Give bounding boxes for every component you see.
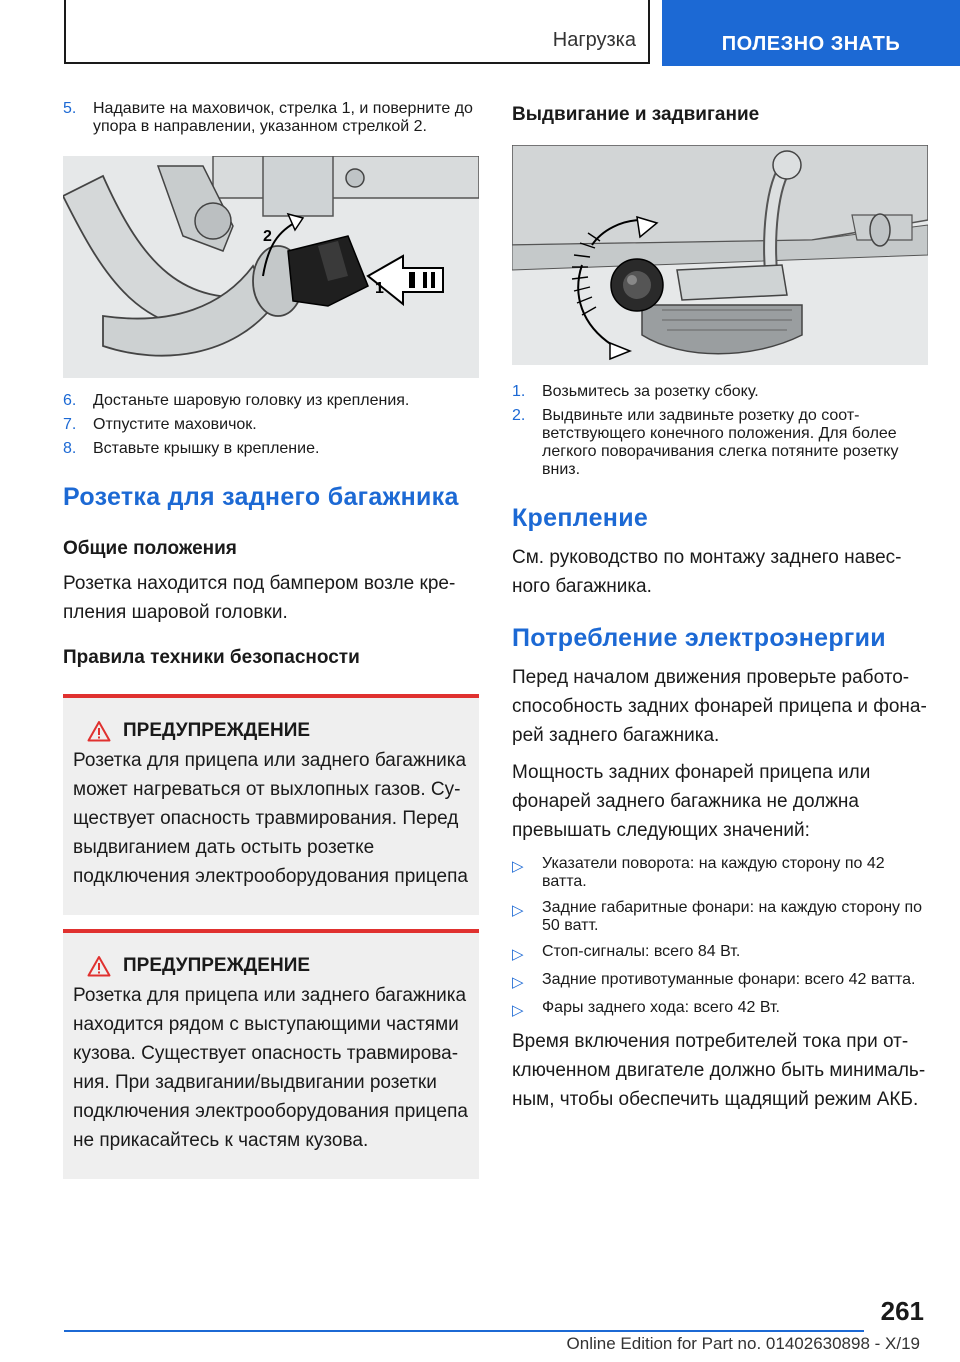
general-info-title: Общие положения (63, 538, 237, 559)
step-number: 7. (63, 416, 77, 433)
list-item (512, 999, 928, 1019)
triangle-bullet-icon: ▷ (512, 974, 524, 991)
mounting-text: См. руководство по монтажу заднего навесного багажника. (512, 547, 902, 597)
right-column (512, 100, 928, 1114)
step-8 (63, 440, 479, 458)
tow-ball-illustration (63, 156, 479, 378)
triangle-bullet-icon: ▷ (512, 946, 524, 963)
figure-tow-ball-cap (63, 156, 479, 378)
warning-text: Розетка для прицепа или заднего багажника находится рядом с выступающими частями кузова. Существует опасность травмирования. При задвигании/выдвигании розетки подключения электрооборудования прицепа не прикасайтесь к частям кузова. (73, 985, 468, 1151)
footer-divider (64, 1330, 864, 1332)
list-item-text: Стоп-сигналы: всего 84 Вт. (542, 943, 741, 960)
step-text: Вставьте крышку в крепление. (93, 440, 320, 457)
step-number: 1. (512, 383, 526, 400)
step-2 (512, 407, 928, 479)
header-section-box (64, 0, 650, 64)
general-info-text: Розетка находится под бампером возле крепления шаровой головки. (63, 573, 456, 623)
warning-header (73, 720, 469, 742)
warning-text: Розетка для прицепа или заднего багажника может нагреваться от выхлопных газов. Существует опасность травмирования. Перед выдвиганием дать остыть розетке подключения электрооборудования прицепа (73, 750, 468, 887)
triangle-bullet-icon: ▷ (512, 1002, 524, 1019)
step-text: Отпустите маховичок. (93, 416, 257, 433)
step-5 (63, 100, 479, 136)
triangle-bullet-icon: ▷ (512, 902, 524, 919)
power-limits-list (512, 855, 928, 1019)
list-item (512, 855, 928, 891)
page-number: 261 (880, 1296, 924, 1326)
section-title-mounting: Крепление (512, 504, 649, 532)
list-item-text: Фары заднего хода: всего 42 Вт. (542, 999, 780, 1016)
power-text-limits: Мощность задних фонарей прицепа или фонарей заднего багажника не должна превышать следующих значений: (512, 762, 871, 841)
step-number: 8. (63, 440, 77, 457)
step-text: Надавите на маховичок, стрелка 1, и поверните до упора в направлении, указанном стрелкой 2. (93, 100, 473, 135)
step-7 (63, 416, 479, 434)
warning-header (73, 955, 469, 977)
power-text-battery: Время включения потребителей тока при отключенном двигателе должно быть минимальным, чтобы обеспечить щадящий режим АКБ. (512, 1031, 926, 1110)
socket-extend-illustration (512, 145, 928, 365)
list-item (512, 971, 928, 991)
step-1 (512, 383, 928, 401)
figure-socket-extend (512, 145, 928, 365)
step-6 (63, 392, 479, 410)
figure-label-1: 1 (375, 280, 384, 297)
figure-label-2: 2 (263, 228, 272, 245)
list-item-text: Указатели поворота: на каждую сторону по 42 ватта. (542, 855, 885, 890)
warning-triangle-icon (87, 955, 111, 977)
header-section-title: Нагрузка (552, 29, 636, 51)
warning-triangle-icon (87, 720, 111, 742)
warning-title: ПРЕДУПРЕЖДЕНИЕ (123, 955, 311, 976)
triangle-bullet-icon: ▷ (512, 858, 524, 875)
list-item (512, 899, 928, 935)
footer-edition: Online Edition for Part no. 01402630898 - X/19 (566, 1334, 920, 1353)
left-column (63, 100, 479, 1179)
step-number: 2. (512, 407, 526, 424)
list-item-text: Задние габаритные фонари: на каждую сторону по 50 ватт. (542, 899, 923, 934)
warning-box-body-parts (63, 929, 479, 1179)
power-text-check: Перед началом движения проверьте работоспособность задних фонарей прицепа и фонарей заднего багажника. (512, 667, 927, 746)
safety-title: Правила техники безопасности (63, 647, 360, 668)
section-title-power-consumption: Потребление электроэнергии (512, 624, 886, 652)
warning-box-hot (63, 694, 479, 915)
step-number: 5. (63, 100, 77, 117)
slide-title: Выдвигание и задвигание (512, 104, 760, 125)
step-text: Возьмитесь за розетку сбоку. (542, 383, 759, 400)
header-tab-useful-info[interactable]: ПОЛЕЗНО ЗНАТЬ (662, 0, 960, 66)
section-title-rear-carrier-socket: Розетка для заднего багажника (63, 483, 459, 511)
step-text: Выдвиньте или задвиньте розетку до соответствующего конечного положения. Для более легкого поворачивания слегка потяните розетку вниз. (542, 407, 899, 478)
list-item (512, 943, 928, 963)
warning-title: ПРЕДУПРЕЖДЕНИЕ (123, 720, 311, 741)
step-number: 6. (63, 392, 77, 409)
step-text: Достаньте шаровую головку из крепления. (93, 392, 410, 409)
list-item-text: Задние противотуманные фонари: всего 42 ватта. (542, 971, 916, 988)
